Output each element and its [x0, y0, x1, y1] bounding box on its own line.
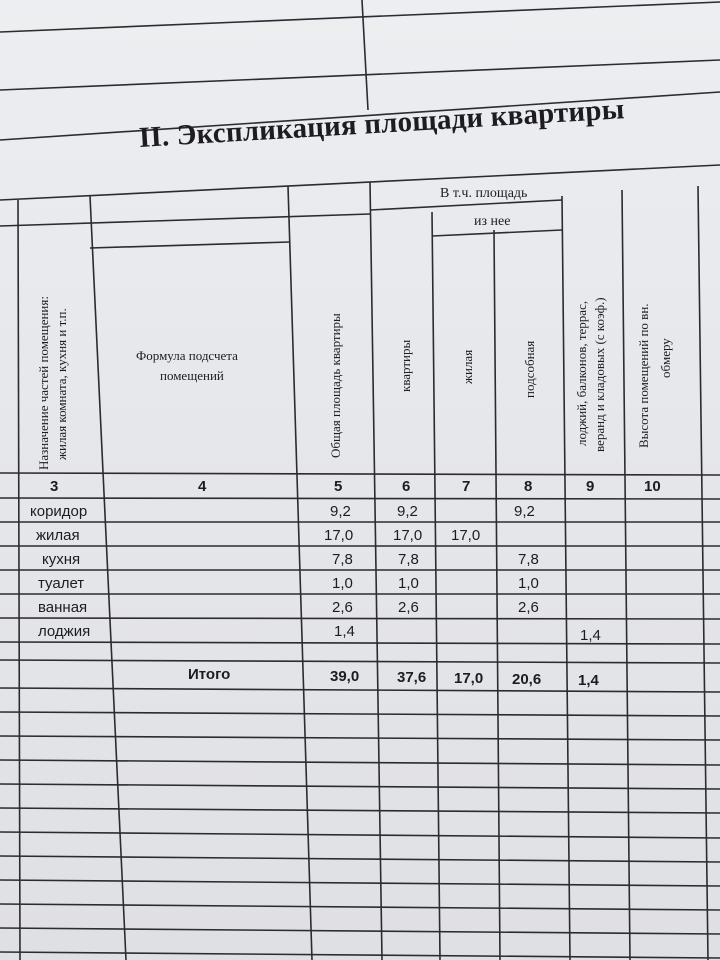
header-loggia-line2: веранд и кладовых (с коэф.) — [592, 297, 607, 452]
header-formula-line2: помещений — [160, 368, 224, 383]
table-row-name: ванная — [38, 599, 88, 616]
cell-total: 9,2 — [330, 503, 351, 520]
totals-auxiliary: 20,6 — [512, 671, 542, 688]
table-row-name: жилая — [36, 527, 80, 544]
cell-apartment: 7,8 — [398, 551, 419, 568]
column-number: 5 — [334, 478, 343, 495]
table-row-name: кухня — [42, 551, 81, 568]
column-number: 3 — [50, 478, 59, 495]
totals-apartment: 37,6 — [397, 669, 427, 686]
cell-apartment: 2,6 — [398, 599, 419, 616]
header-auxiliary: подсобная — [522, 340, 537, 398]
header-room-purpose-line2: жилая комната, кухня и т.п. — [54, 308, 69, 460]
table-row-name: лоджия — [38, 623, 91, 640]
column-number: 10 — [644, 478, 661, 495]
cell-apartment: 9,2 — [397, 503, 418, 520]
header-height-line1: Высота помещений по вн. — [636, 303, 651, 448]
page-title: II. Экспликация площади квартиры — [138, 93, 626, 154]
cell-total: 1,4 — [334, 623, 355, 640]
cell-total: 17,0 — [324, 527, 354, 544]
totals-label: Итого — [188, 666, 231, 683]
header-living: жилая — [460, 349, 475, 384]
header-room-purpose-line1: Назначение частей помещения: — [36, 296, 51, 470]
column-number: 8 — [524, 478, 533, 495]
cell-apartment: 1,0 — [398, 575, 419, 592]
table-row-name: коридор — [30, 503, 88, 520]
header-area-group: В т.ч. площадь — [440, 186, 528, 201]
cell-apartment: 17,0 — [393, 527, 423, 544]
cell-loggia: 1,4 — [580, 627, 601, 644]
cell-auxiliary: 1,0 — [518, 575, 539, 592]
header-apartment: квартиры — [398, 339, 413, 392]
header-formula-line1: Формула подсчета — [136, 348, 238, 363]
column-number: 7 — [462, 478, 471, 495]
totals-loggia: 1,4 — [578, 672, 599, 689]
cell-auxiliary: 2,6 — [518, 599, 539, 616]
cell-living: 17,0 — [451, 527, 481, 544]
totals-total: 39,0 — [330, 668, 360, 685]
cell-total: 2,6 — [332, 599, 353, 616]
cell-total: 7,8 — [332, 551, 353, 568]
header-of-which: из нее — [474, 214, 511, 229]
table-row-name: туалет — [38, 575, 85, 592]
column-number: 9 — [586, 478, 595, 495]
totals-living: 17,0 — [454, 670, 484, 687]
header-height-line2: обмеру — [658, 338, 673, 378]
cell-auxiliary: 9,2 — [514, 503, 535, 520]
header-loggia-line1: лоджий, балконов, террас, — [574, 300, 589, 446]
column-number: 4 — [198, 478, 207, 495]
column-number: 6 — [402, 478, 411, 495]
cell-auxiliary: 7,8 — [518, 551, 539, 568]
header-total-area: Общая площадь квартиры — [328, 313, 343, 458]
cell-total: 1,0 — [332, 575, 353, 592]
